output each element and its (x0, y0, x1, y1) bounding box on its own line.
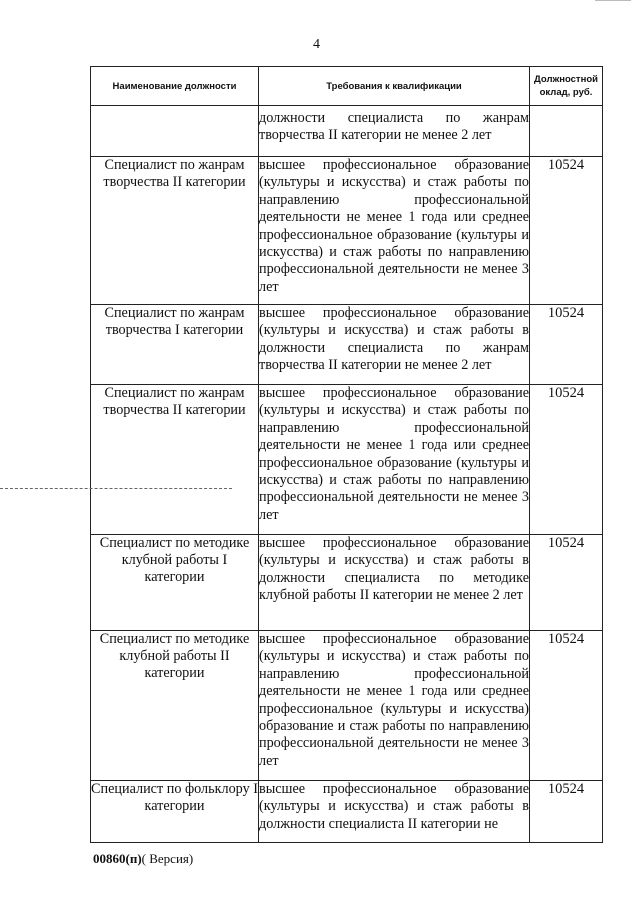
table-row (91, 781, 603, 843)
salary-value: 10524 (530, 305, 603, 385)
salary-value: 10524 (530, 631, 603, 781)
page-number: 4 (313, 37, 320, 52)
header-salary: Должностной оклад, руб. (530, 67, 603, 106)
scan-edge-mark (595, 0, 631, 4)
document-footer (93, 851, 193, 867)
qualification-requirements: должности специалиста по жанрам творчества II категории не менее 2 лет (259, 106, 530, 157)
position-name: Специалист по фольклору I категории (91, 781, 259, 843)
table-row (91, 106, 603, 157)
position-name (91, 106, 259, 157)
salary-value: 10524 (530, 781, 603, 843)
qualification-requirements: высшее профессиональное образование (культуры и искусства) и стаж работы в должности специалиста по методике клубной работы II категории не менее 2 лет (259, 535, 530, 631)
salary-value (530, 106, 603, 157)
table-row (91, 157, 603, 305)
qualification-requirements: высшее профессиональное образование (культуры и искусства) и стаж работы в должности специалиста II категории не (259, 781, 530, 843)
qualification-table (90, 66, 603, 843)
header-requirements: Требования к квалификации (259, 67, 530, 106)
document-version: ( Версия) (141, 851, 194, 866)
scan-artifact-line (0, 488, 232, 489)
position-name: Специалист по жанрам творчества II категории (91, 385, 259, 535)
salary-value: 10524 (530, 157, 603, 305)
position-name: Специалист по жанрам творчества I категории (91, 305, 259, 385)
position-name: Специалист по жанрам творчества II категории (91, 157, 259, 305)
table-header-row (91, 67, 603, 106)
salary-value: 10524 (530, 385, 603, 535)
qualification-requirements: высшее профессиональное образование (культуры и искусства) и стаж работы по направлению профессиональной деятельности не менее 1 года или среднее профессиональное образование (культуры и искусства) и стаж работы по направлению профессиональной деятельности не менее 3 лет (259, 157, 530, 305)
table-row (91, 305, 603, 385)
qualification-requirements: высшее профессиональное образование (культуры и искусства) и стаж работы по направлению профессиональной деятельности не менее 1 года или среднее профессиональное образование (культуры и искусства) и стаж работы по направлению профессиональной деятельности не менее 3 лет (259, 385, 530, 535)
table-row (91, 385, 603, 535)
header-position-name: Наименование должности (91, 67, 259, 106)
document-code: 00860(п) (93, 851, 142, 866)
qualification-requirements: высшее профессиональное образование (культуры и искусства) и стаж работы в должности специалиста по жанрам творчества II категории не менее 2 лет (259, 305, 530, 385)
table-row (91, 535, 603, 631)
table-row (91, 631, 603, 781)
qualification-requirements: высшее профессиональное образование (культуры и искусства) и стаж работы по направлению профессиональной деятельности не менее 1 года или среднее профессиональное (культуры и искусства) образование и стаж работы по направлению профессиональной деятельности не менее 3 лет (259, 631, 530, 781)
position-name: Специалист по методике клубной работы I категории (91, 535, 259, 631)
position-name: Специалист по методике клубной работы II категории (91, 631, 259, 781)
salary-value: 10524 (530, 535, 603, 631)
